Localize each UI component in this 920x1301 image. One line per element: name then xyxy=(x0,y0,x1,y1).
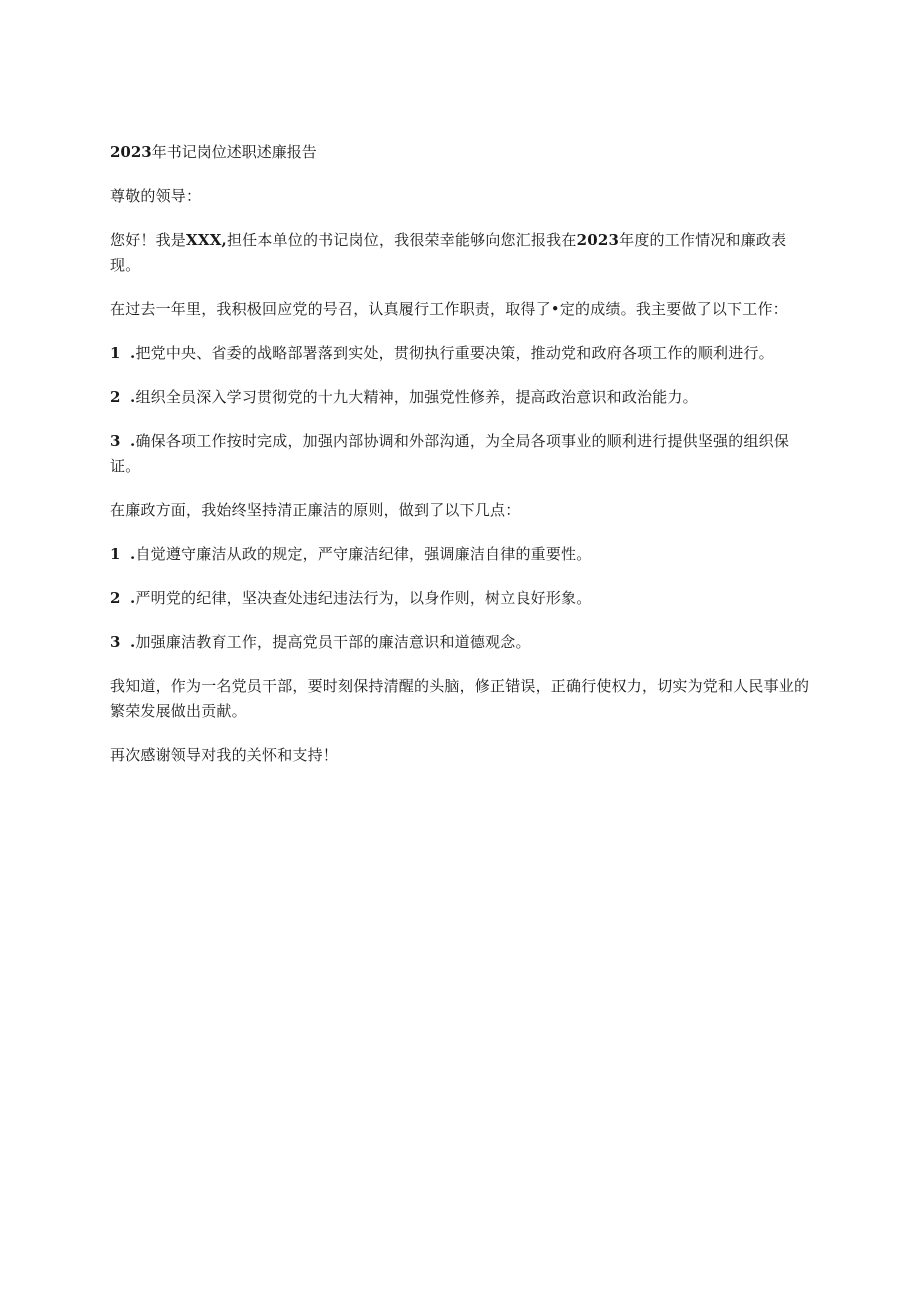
item-number: 2 xyxy=(110,589,121,607)
integrity-item: 1 .自觉遵守廉洁从政的规定，严守廉洁纪律，强调廉洁自律的重要性。 xyxy=(110,542,810,567)
intro-paragraph: 您好！我是XXX,担任本单位的书记岗位，我很荣幸能够向您汇报我在2023年度的工作情况和廉政表现。 xyxy=(110,231,787,274)
report-year: 2023 xyxy=(576,231,620,249)
work-item: 2 .组织全员深入学习贯彻党的十九大精神，加强党性修养，提高政治意识和政治能力。 xyxy=(110,385,810,410)
title-text: 年书记岗位述职述廉报告 xyxy=(151,143,317,161)
document-page xyxy=(110,140,810,787)
integrity-item: 3 .加强廉洁教育工作，提高党员干部的廉洁意识和道德观念。 xyxy=(110,630,810,655)
work-item: 1 .把党中央、省委的战略部署落到实处，贯彻执行重要决策，推动党和政府各项工作的顺利进行。 xyxy=(110,341,810,366)
title-year: 2023 xyxy=(110,143,152,161)
item-text: 把党中央、省委的战略部署落到实处，贯彻执行重要决策，推动党和政府各项工作的顺利进行。 xyxy=(135,344,774,362)
salutation: 尊敬的领导： xyxy=(110,187,202,205)
item-number: 1 xyxy=(110,344,121,362)
thanks-paragraph: 再次感谢领导对我的关怀和支持！ xyxy=(110,746,339,764)
integrity-item: 2 .严明党的纪律，坚决查处违纪违法行为，以身作则，树立良好形象。 xyxy=(110,586,810,611)
document-title xyxy=(110,140,810,165)
item-text: 组织全员深入学习贯彻党的十九大精神，加强党性修养，提高政治意识和政治能力。 xyxy=(135,388,698,406)
integrity-intro-paragraph: 在廉政方面，我始终坚持清正廉洁的原则，做到了以下几点： xyxy=(110,501,521,519)
item-text: 加强廉洁教育工作，提高党员干部的廉洁意识和道德观念。 xyxy=(135,633,531,651)
item-text: 自觉遵守廉洁从政的规定，严守廉洁纪律，强调廉洁自律的重要性。 xyxy=(135,545,592,563)
item-text: 严明党的纪律，坚决查处违纪违法行为，以身作则，树立良好形象。 xyxy=(135,589,592,607)
item-text: 确保各项工作按时完成，加强内部协调和外部沟通，为全局各项事业的顺利进行提供坚强的组织保证。 xyxy=(110,432,790,475)
work-intro-paragraph: 在过去一年里，我积极回应党的号召，认真履行工作职责，取得了•定的成绩。我主要做了以下工作： xyxy=(110,300,788,318)
item-number: 1 xyxy=(110,545,121,563)
item-number: 2 xyxy=(110,388,121,406)
item-number: 3 xyxy=(110,432,121,450)
work-item: 3 .确保各项工作按时完成，加强内部协调和外部沟通，为全局各项事业的顺利进行提供坚强的组织保证。 xyxy=(110,429,810,479)
author-name: XXX, xyxy=(186,231,227,249)
item-number: 3 xyxy=(110,633,121,651)
closing-paragraph: 我知道，作为一名党员干部，要时刻保持清醒的头脑，修正错误，正确行使权力，切实为党和人民事业的繁荣发展做出贡献。 xyxy=(110,677,810,720)
